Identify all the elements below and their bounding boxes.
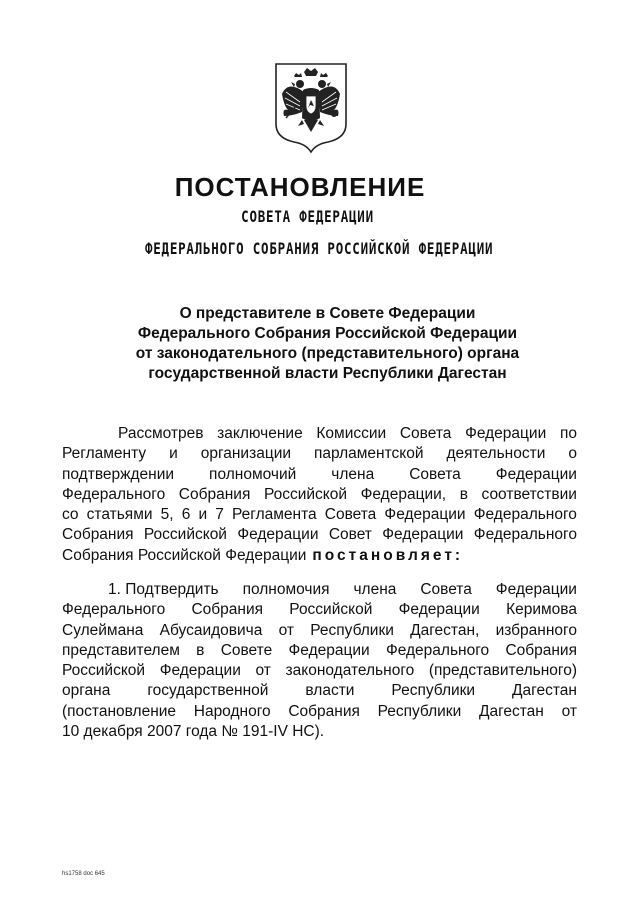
- word: Федерального: [62, 485, 166, 503]
- word: от: [255, 662, 271, 680]
- word: Российской: [289, 601, 373, 619]
- word: полномочий: [209, 465, 297, 483]
- word: 1. Подтвердить: [108, 581, 219, 598]
- word: Собрания: [178, 485, 251, 503]
- word: представителем: [62, 641, 180, 659]
- word: со: [62, 506, 79, 524]
- paragraph-line: [62, 600, 577, 620]
- word: и: [169, 445, 178, 463]
- heading-line: О представителе в Совете Федерации: [179, 305, 476, 322]
- word: Регламенту: [62, 445, 147, 463]
- word: Совета: [420, 581, 472, 598]
- word: Сулеймана: [62, 621, 144, 639]
- word: Федерации: [398, 601, 480, 619]
- issuer-line-2: ФЕДЕРАЛЬНОГО СОБРАНИЯ РОССИЙСКОЙ ФЕДЕРАЦИИ: [144, 239, 494, 258]
- word: Совете: [220, 641, 273, 659]
- word: Федерального: [385, 641, 490, 659]
- paragraph-line: [62, 681, 577, 701]
- word: Совета: [409, 465, 461, 483]
- word: Республики: [377, 702, 462, 720]
- word: Федерального: [473, 526, 577, 544]
- heading-line: от законодательного (представительного) органа: [135, 345, 520, 362]
- word: органа: [62, 682, 111, 700]
- word: о: [568, 445, 577, 463]
- word: Собрания: [62, 526, 134, 544]
- paragraph-line: [62, 546, 577, 566]
- paragraph-line: [62, 485, 577, 505]
- word: от: [561, 702, 577, 720]
- word: Абусаидовича: [159, 621, 263, 639]
- word: парламентской: [313, 445, 424, 463]
- word: в: [196, 641, 205, 659]
- russian-coat-of-arms-icon: [274, 62, 348, 154]
- word: члена: [353, 581, 397, 598]
- paragraph-line: [62, 641, 577, 661]
- word: от: [278, 621, 294, 639]
- word: заключение: [217, 425, 303, 442]
- word: 6: [181, 506, 191, 524]
- word: Федерального: [473, 506, 577, 524]
- word: Совет: [328, 526, 372, 544]
- word: Дагестан: [512, 682, 577, 700]
- heading-line: Федерального Собрания Российской Федерации: [137, 325, 518, 342]
- word: Собрания: [505, 641, 577, 659]
- word: Федерации: [159, 662, 241, 680]
- word: организации: [200, 445, 292, 463]
- paragraph-line: [62, 661, 577, 681]
- word: Рассмотрев: [118, 425, 204, 442]
- word: Федерации: [237, 526, 319, 544]
- word: Регламента: [232, 506, 317, 524]
- paragraph-line: [62, 722, 577, 742]
- word: 5,: [160, 506, 174, 524]
- word: Комиссии: [316, 425, 387, 442]
- paragraph-line: [62, 580, 577, 600]
- word: и: [198, 506, 208, 524]
- word: (постановление: [62, 702, 177, 720]
- resolution-heading: [60, 304, 595, 384]
- word: Российской: [62, 662, 146, 680]
- document-code: hs1758 doc 645: [62, 871, 105, 877]
- paragraph-line: [62, 465, 577, 485]
- word: Совета: [324, 506, 377, 524]
- word: Керимова: [506, 601, 577, 619]
- decision-keyword: постановляет:: [312, 546, 464, 564]
- word: деятельности: [446, 445, 546, 463]
- word: Федерального: [62, 601, 166, 619]
- word: подтверждении: [62, 465, 175, 483]
- word: избранного: [495, 621, 577, 639]
- paragraph-line: [62, 424, 577, 444]
- heading-line: государственной власти Республики Дагестан: [148, 365, 507, 382]
- word: Федерации: [382, 526, 464, 544]
- word: Федерации: [465, 425, 547, 442]
- word: соответствии: [481, 485, 577, 503]
- emblem: [274, 62, 348, 154]
- word: власти: [305, 682, 355, 700]
- word: Федерации: [495, 581, 577, 598]
- word: по: [559, 425, 577, 442]
- word: (представительного): [428, 662, 577, 680]
- word: Федерации: [384, 506, 466, 524]
- word: Дагестан,: [410, 621, 480, 639]
- word: Республики: [310, 621, 394, 639]
- paragraph-line: [62, 444, 577, 464]
- word: в: [459, 485, 468, 503]
- paragraph-line: [62, 525, 577, 545]
- word: Совета: [399, 425, 452, 442]
- paragraph-line: [62, 621, 577, 641]
- word: Российской: [143, 526, 227, 544]
- word: законодательного: [285, 662, 415, 680]
- word: Собрания: [191, 601, 264, 619]
- issuer-line-1: СОВЕТА ФЕДЕРАЦИИ: [241, 207, 374, 226]
- paragraph-text: 10 декабря 2007 года № 191-IV НС).: [62, 723, 325, 741]
- paragraph-text: Собрания Российской Федерации: [62, 546, 307, 564]
- word: Федерации,: [360, 485, 447, 503]
- word: члена: [331, 465, 375, 483]
- word: полномочия: [242, 581, 330, 598]
- word: Федерации: [288, 641, 370, 659]
- word: Собрания: [288, 702, 360, 720]
- paragraph-line: [62, 505, 577, 525]
- word: государственной: [147, 682, 269, 700]
- word: Российской: [263, 485, 348, 503]
- document-title: ПОСТАНОВЛЕНИЕ: [174, 172, 426, 202]
- word: 7: [215, 506, 224, 524]
- word: статьями: [86, 506, 153, 524]
- word: Федерации: [495, 465, 577, 483]
- preamble-paragraph: [62, 424, 577, 566]
- paragraph-line: [62, 702, 577, 722]
- word: Республики: [391, 682, 476, 700]
- word: Народного: [193, 702, 271, 720]
- clause-1-paragraph: [62, 580, 577, 742]
- word: Дагестан: [478, 702, 544, 720]
